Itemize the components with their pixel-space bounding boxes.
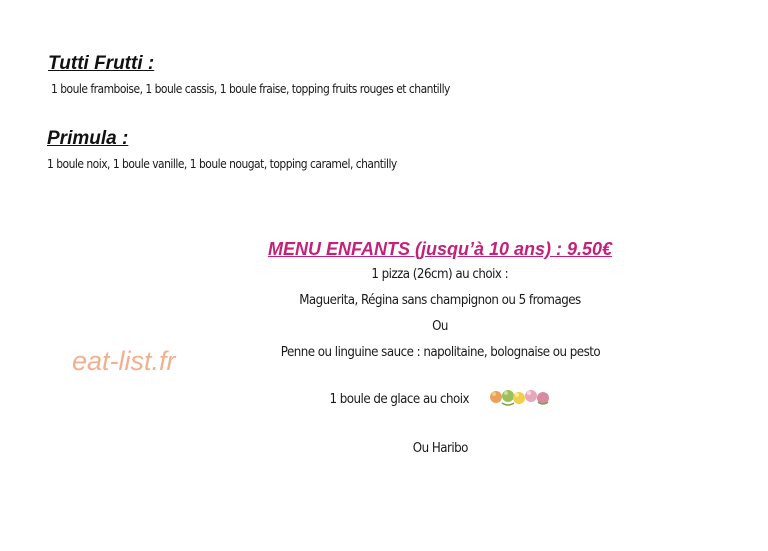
pizza-choice-text: 1 pizza (26cm) au choix :: [371, 266, 509, 282]
pasta-options-text: Penne ou linguine sauce : napolitaine, bolognaise ou pesto: [280, 344, 600, 360]
haribo-line: [200, 440, 680, 456]
ice-cream-scoops-icon: [488, 386, 560, 412]
ice-cream-line: [200, 386, 680, 412]
ice-cream-text: 1 boule de glace au choix: [329, 391, 469, 407]
pasta-options-line: [200, 344, 680, 360]
pizza-options-line: [200, 292, 680, 308]
tutti-frutti-description: 1 boule framboise, 1 boule cassis, 1 boule fraise, topping fruits rouges et chantilly: [51, 81, 450, 96]
pizza-choice-line: [200, 266, 680, 282]
pizza-options-text: Maguerita, Régina sans champignon ou 5 fromages: [299, 292, 581, 308]
or-text: Ou: [432, 318, 448, 334]
haribo-text: Ou Haribo: [412, 440, 468, 456]
tutti-frutti-heading: Tutti Frutti :: [48, 53, 155, 74]
primula-description: 1 boule noix, 1 boule vanille, 1 boule nougat, topping caramel, chantilly: [47, 156, 397, 171]
primula-heading: Primula :: [47, 128, 129, 149]
or-line: [200, 318, 680, 334]
menu-enfants-title: MENU ENFANTS (jusqu’à 10 ans) : 9.50€: [267, 239, 613, 259]
eat-list-watermark: eat-list.fr: [72, 346, 176, 376]
